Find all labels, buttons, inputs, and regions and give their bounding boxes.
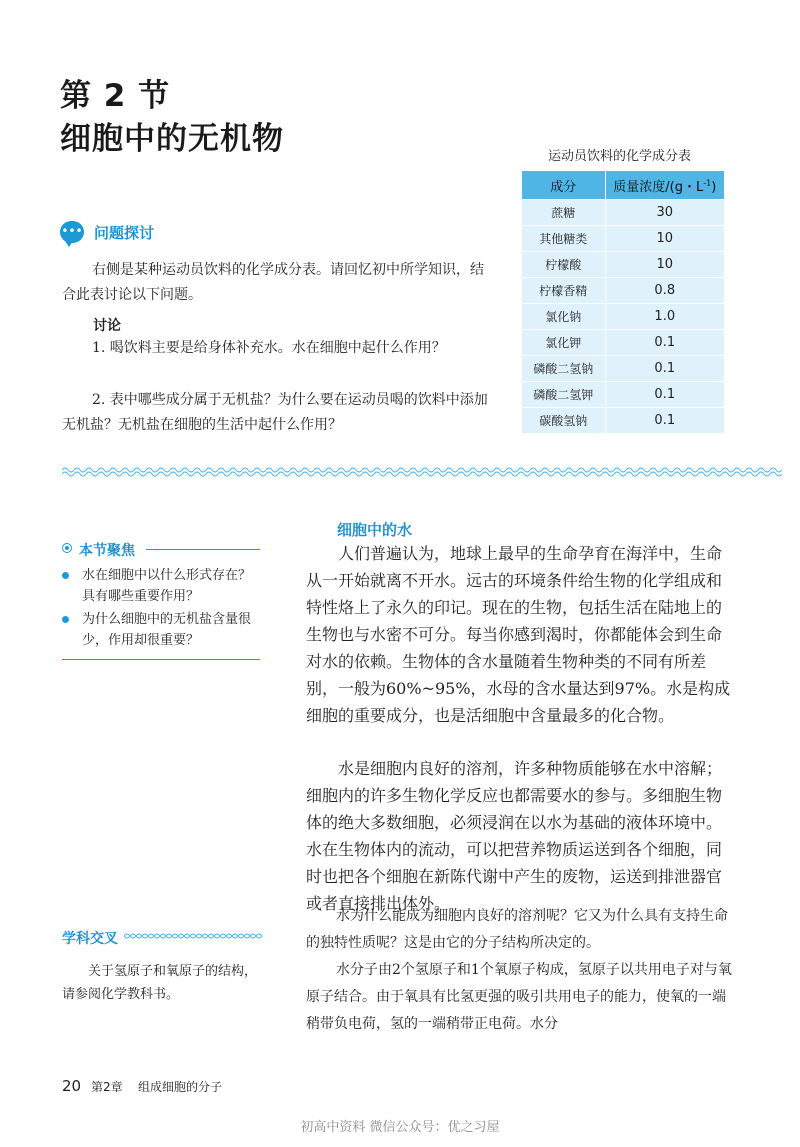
focus-item-text: 为什么细胞中的无机盐含量很少，作用却很重要？: [82, 612, 252, 648]
table-cell-name: 磷酸二氢钾: [522, 382, 606, 408]
table-header-concentration: [605, 171, 724, 200]
list-item: [62, 565, 262, 607]
speech-bubble-icon: •••: [60, 221, 84, 243]
focus-heading: 本节聚焦: [79, 543, 135, 559]
table-cell-name: 蔗糖: [522, 200, 606, 226]
focus-divider: [146, 549, 260, 550]
table-cell-name: 其他糖类: [522, 226, 606, 252]
table-row: [522, 304, 725, 330]
table-cell-name: 柠檬香精: [522, 278, 606, 304]
table-cell-name: 柠檬酸: [522, 252, 606, 278]
table-title: 运动员饮料的化学成分表: [548, 149, 692, 164]
section-number: 第 2 节: [60, 78, 171, 114]
problem-heading: 问题探讨: [94, 224, 155, 242]
bullet-icon: [62, 616, 69, 623]
table-cell-name: 氯化钠: [522, 304, 606, 330]
body-paragraph-2: 水是细胞内良好的溶剂，许多种物质能够在水中溶解；细胞内的许多生物化学反应也都需要水的参与。多细胞生物体的绝大多数细胞，必须浸润在以水为基础的液体环境中。水在生物体内的流动，可以把营养物质运送到各个细胞，同时也把各个细胞在新陈代谢中产生的废物，运送到排泄器官或者直接排出体外。: [306, 759, 723, 913]
target-icon: [62, 543, 72, 553]
table-cell-value: 1.0: [605, 304, 724, 330]
watermark-text: 初高中资料 微信公众号：优之习屋: [300, 1120, 500, 1135]
table-row: [522, 226, 725, 252]
ingredient-table: [521, 170, 725, 434]
list-item: [62, 609, 262, 651]
table-cell-value: 0.1: [605, 382, 724, 408]
table-cell-value: 0.1: [605, 330, 724, 356]
table-header-component: 成分: [522, 171, 606, 200]
table-row: [522, 382, 725, 408]
question-2: 2. 表中哪些成分属于无机盐？为什么要在运动员喝的饮料中添加无机盐？无机盐在细胞的生活中起什么作用？: [62, 392, 488, 433]
focus-bottom-divider: [62, 659, 260, 660]
focus-item-text: 水在细胞中以什么形式存在？具有哪些重要作用？: [82, 568, 252, 604]
table-header-row: [522, 171, 725, 200]
table-cell-name: 磷酸二氢钠: [522, 356, 606, 382]
problem-intro: 右侧是某种运动员饮料的化学成分表。请回忆初中所学知识，结合此表讨论以下问题。: [62, 262, 484, 303]
table-cell-value: 0.1: [605, 356, 724, 382]
discussion-label: 讨论: [93, 318, 121, 334]
body-paragraph-1: 人们普遍认为，地球上最早的生命孕育在海洋中，生命从一开始就离不开水。远古的环境条件给生物的化学组成和特性烙上了永久的印记。现在的生物，包括生活在陆地上的生物也与水密不可分。每当你感到渴时，你都能体会到生命对水的依赖。生物体的含水量随着生物种类的不同有所差别，一般为60%~95%，水母的含水量达到97%。水是构成细胞的重要成分，也是活细胞中含量最多的化合物。: [306, 544, 731, 725]
page-title: 细胞中的无机物: [60, 121, 284, 157]
cross-divider: [124, 931, 264, 941]
table-row: [522, 356, 725, 382]
table-cell-value: 10: [605, 226, 724, 252]
table-cell-value: 30: [605, 200, 724, 226]
chapter-title: 组成细胞的分子: [138, 1080, 223, 1094]
table-row: [522, 278, 725, 304]
table-cell-value: 10: [605, 252, 724, 278]
body-paragraph-4: 水分子由2个氢原子和1个氧原子构成，氢原子以共用电子对与氧原子结合。由于氧具有比氢更强的吸引共用电子的能力，使氧的一端稍带负电荷，氢的一端稍带正电荷。水分: [306, 962, 732, 1032]
table-cell-name: 氯化钾: [522, 330, 606, 356]
table-cell-value: 0.8: [605, 278, 724, 304]
section-heading: 细胞中的水: [337, 521, 413, 539]
cross-subject-heading: 学科交叉: [62, 931, 118, 947]
table-row: [522, 200, 725, 226]
concentration-exponent: -1: [703, 178, 712, 188]
page-number: 20: [62, 1077, 82, 1095]
body-paragraph-3: 水为什么能成为细胞内良好的溶剂呢？它又为什么具有支持生命的独特性质呢？这是由它的分子结构所决定的。: [306, 908, 728, 951]
table-row: [522, 252, 725, 278]
question-1: 1. 喝饮料主要是给身体补充水。水在细胞中起什么作用？: [92, 340, 446, 356]
table-row: [522, 408, 725, 434]
table-cell-value: 0.1: [605, 408, 724, 434]
chapter-label: 第2章: [91, 1080, 123, 1094]
concentration-close: ): [711, 179, 717, 195]
wavy-divider: [62, 466, 782, 478]
focus-list: [62, 565, 262, 653]
concentration-label: 质量浓度/(g・L: [613, 179, 704, 195]
table-row: [522, 330, 725, 356]
cross-subject-text: 关于氢原子和氧原子的结构，请参阅化学教科书。: [62, 964, 258, 1002]
bullet-icon: [62, 572, 69, 579]
table-cell-name: 碳酸氢钠: [522, 408, 606, 434]
